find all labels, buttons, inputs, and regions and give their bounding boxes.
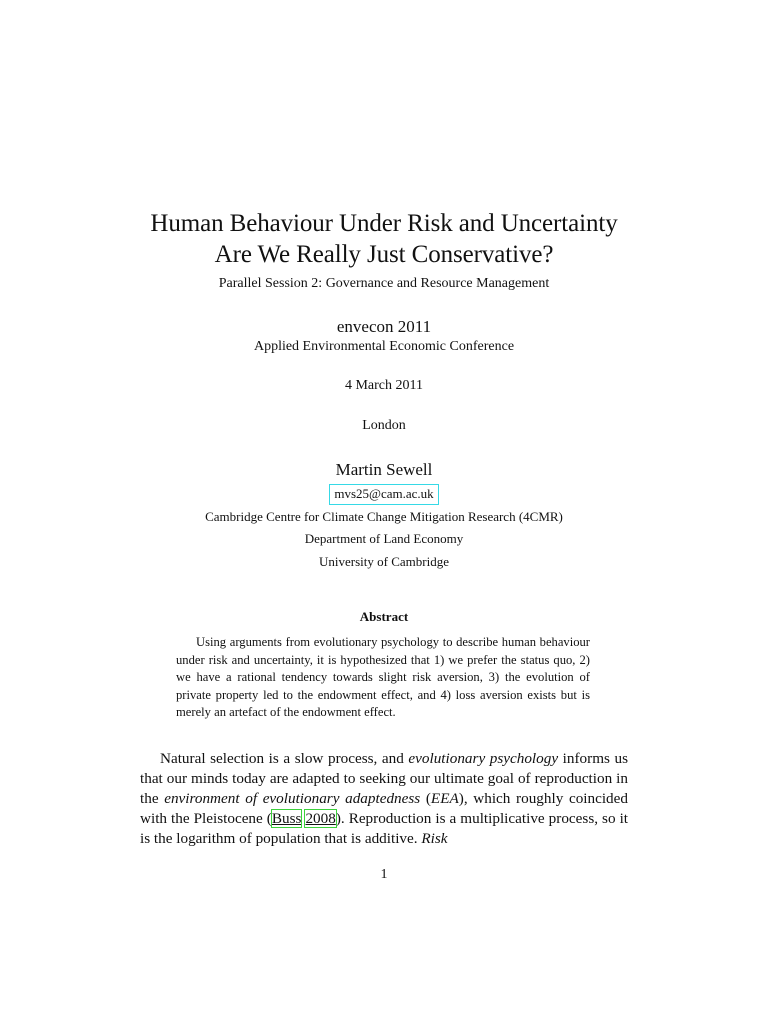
affiliation-department: Department of Land Economy	[304, 531, 464, 546]
body-term-evolutionary-psychology: evolutionary psychology	[408, 750, 559, 767]
session-subtitle: Parallel Session 2: Governance and Resource Management	[218, 276, 550, 291]
conference-full-name: Applied Environmental Economic Conference	[253, 339, 515, 354]
citation-author-link[interactable]: Buss	[271, 810, 302, 827]
conference-location: London	[362, 418, 406, 433]
body-text-segment: ). Reproduction is a multiplicative process, so it is the logarithm of population that is additive.	[140, 810, 629, 847]
body-text-segment: Natural selection is a slow process, and	[160, 750, 409, 767]
conference-name: envecon 2011	[336, 317, 432, 336]
abstract-heading: Abstract	[359, 609, 409, 624]
paper-title-line-1: Human Behaviour Under Risk and Uncertainty	[150, 210, 618, 237]
page-number: 1	[380, 867, 388, 882]
body-paragraph	[140, 749, 628, 849]
body-term-eea: EEA	[430, 790, 459, 807]
author-email-link[interactable]: mvs25@cam.ac.uk	[329, 484, 438, 505]
paper-title-line-2: Are We Really Just Conservative?	[214, 241, 554, 268]
body-text-segment: informs us that our minds today are adapted to seeking our ultimate goal of reproduction in the	[140, 750, 629, 807]
body-text-segment: ), which roughly coincided with the Pleistocene (	[140, 790, 628, 827]
conference-date: 4 March 2011	[344, 378, 424, 393]
body-term-risk: Risk	[421, 830, 448, 847]
body-term-eea-full: environment of evolutionary adaptedness	[164, 790, 421, 807]
affiliation-centre: Cambridge Centre for Climate Change Mitigation Research (4CMR)	[205, 509, 563, 524]
author-name: Martin Sewell	[335, 460, 433, 479]
affiliation-university: University of Cambridge	[319, 554, 449, 569]
abstract-text: Using arguments from evolutionary psychology to describe human behaviour under risk and uncertainty, it is hypothesized that 1) we prefer the status quo, 2) we have a rational tendency towards slight risk aversion, 3) the evolution of private property led to the endowment effect, and 4) loss aversion exists but is merely an artefact of the endowment effect.	[176, 635, 590, 719]
citation-year-link[interactable]: 2008	[305, 810, 336, 827]
author-email-row	[0, 483, 768, 505]
body-text-segment: (	[420, 790, 431, 807]
